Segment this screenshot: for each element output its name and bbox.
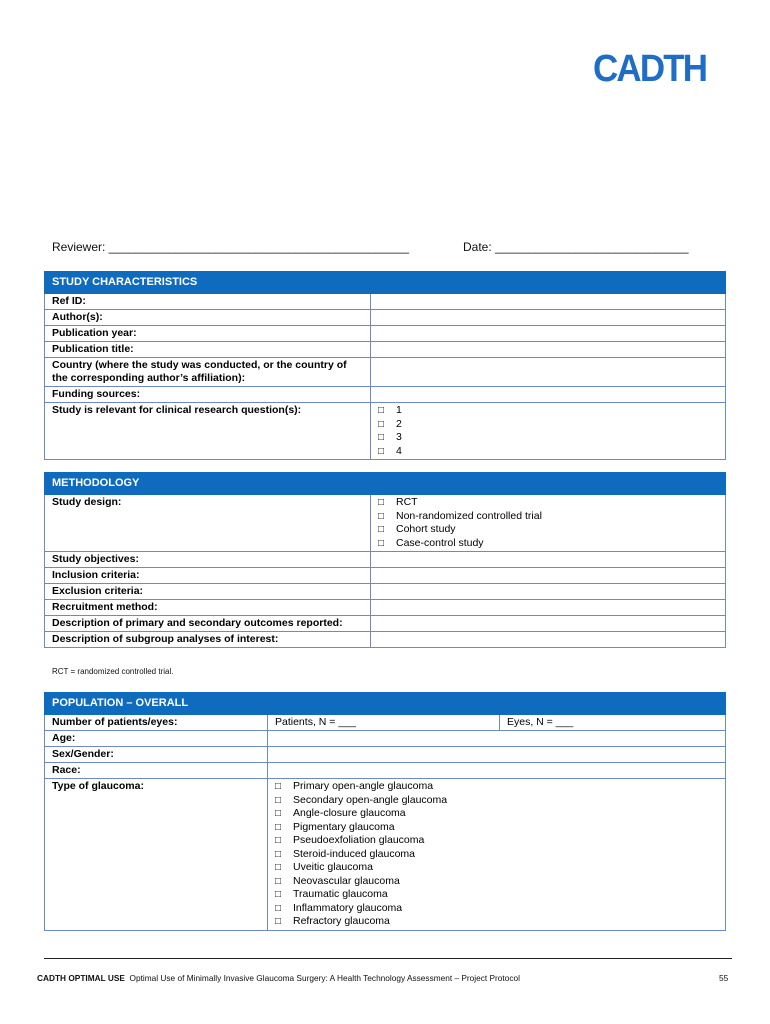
patients-count-field[interactable]: Patients, N = ___ <box>268 715 500 731</box>
design-checkbox[interactable]: □ Case-control study <box>378 537 718 551</box>
footer-brand: CADTH OPTIMAL USE <box>37 973 125 983</box>
glaucoma-checkbox[interactable]: □ Pseudoexfoliation glaucoma <box>275 834 718 848</box>
country-label: Country (where the study was conducted, or the country of the corresponding author’s affiliation): <box>45 358 371 387</box>
age-label: Age: <box>45 731 268 747</box>
glaucoma-checkbox[interactable]: □ Primary open-angle glaucoma <box>275 780 718 794</box>
glaucoma-checkbox[interactable]: □ Traumatic glaucoma <box>275 888 718 902</box>
study-characteristics-table <box>44 271 726 460</box>
section-header: STUDY CHARACTERISTICS <box>45 272 726 294</box>
number-of-patients-label: Number of patients/eyes: <box>45 715 268 731</box>
publication-title-label: Publication title: <box>45 342 371 358</box>
subgroup-analyses-label: Description of subgroup analyses of interest: <box>45 632 371 648</box>
methodology-table <box>44 472 726 648</box>
funding-sources-cell[interactable] <box>371 387 726 403</box>
date-field[interactable]: Date: _____________________________ <box>463 240 689 254</box>
reviewer-field[interactable]: Reviewer: _____________________________________________ <box>52 240 410 254</box>
recruitment-method-label: Recruitment method: <box>45 600 371 616</box>
study-design-options <box>371 495 726 552</box>
page-number: 55 <box>719 973 729 983</box>
outcomes-cell[interactable] <box>371 616 726 632</box>
inclusion-criteria-label: Inclusion criteria: <box>45 568 371 584</box>
ref-id-label: Ref ID: <box>45 294 371 310</box>
cadth-logo: CADTH <box>593 48 707 90</box>
glaucoma-checkbox[interactable]: □ Steroid-induced glaucoma <box>275 848 718 862</box>
footer-divider <box>44 958 732 959</box>
glaucoma-checkbox[interactable]: □ Uveitic glaucoma <box>275 861 718 875</box>
glaucoma-type-options <box>268 779 726 931</box>
sex-gender-cell[interactable] <box>268 747 726 763</box>
authors-label: Author(s): <box>45 310 371 326</box>
footer-text <box>37 973 520 983</box>
age-cell[interactable] <box>268 731 726 747</box>
race-cell[interactable] <box>268 763 726 779</box>
glaucoma-checkbox[interactable]: □ Neovascular glaucoma <box>275 875 718 889</box>
ref-id-cell[interactable] <box>371 294 726 310</box>
glaucoma-checkbox[interactable]: □ Refractory glaucoma <box>275 915 718 929</box>
section-header: POPULATION – OVERALL <box>45 693 726 715</box>
sex-gender-label: Sex/Gender: <box>45 747 268 763</box>
question-checkbox[interactable]: □ 4 <box>378 445 718 459</box>
glaucoma-checkbox[interactable]: □ Angle-closure glaucoma <box>275 807 718 821</box>
exclusion-criteria-label: Exclusion criteria: <box>45 584 371 600</box>
recruitment-method-cell[interactable] <box>371 600 726 616</box>
country-cell[interactable] <box>371 358 726 387</box>
glaucoma-checkbox[interactable]: □ Secondary open-angle glaucoma <box>275 794 718 808</box>
publication-title-cell[interactable] <box>371 342 726 358</box>
study-objectives-label: Study objectives: <box>45 552 371 568</box>
population-table <box>44 692 726 931</box>
question-checkbox[interactable]: □ 3 <box>378 431 718 445</box>
glaucoma-checkbox[interactable]: □ Pigmentary glaucoma <box>275 821 718 835</box>
design-checkbox[interactable]: □ Non-randomized controlled trial <box>378 510 718 524</box>
research-question-options <box>371 403 726 460</box>
outcomes-label: Description of primary and secondary outcomes reported: <box>45 616 371 632</box>
exclusion-criteria-cell[interactable] <box>371 584 726 600</box>
question-checkbox[interactable]: □ 1 <box>378 404 718 418</box>
authors-cell[interactable] <box>371 310 726 326</box>
rct-footnote: RCT = randomized controlled trial. <box>52 667 174 676</box>
subgroup-analyses-cell[interactable] <box>371 632 726 648</box>
glaucoma-type-label: Type of glaucoma: <box>45 779 268 931</box>
research-question-label: Study is relevant for clinical research question(s): <box>45 403 371 460</box>
footer-title: Optimal Use of Minimally Invasive Glaucoma Surgery: A Health Technology Assessment – Project Protocol <box>129 973 520 983</box>
question-checkbox[interactable]: □ 2 <box>378 418 718 432</box>
study-objectives-cell[interactable] <box>371 552 726 568</box>
design-checkbox[interactable]: □ Cohort study <box>378 523 718 537</box>
study-design-label: Study design: <box>45 495 371 552</box>
funding-sources-label: Funding sources: <box>45 387 371 403</box>
publication-year-label: Publication year: <box>45 326 371 342</box>
section-header: METHODOLOGY <box>45 473 726 495</box>
eyes-count-field[interactable]: Eyes, N = ___ <box>500 715 726 731</box>
glaucoma-checkbox[interactable]: □ Inflammatory glaucoma <box>275 902 718 916</box>
inclusion-criteria-cell[interactable] <box>371 568 726 584</box>
publication-year-cell[interactable] <box>371 326 726 342</box>
race-label: Race: <box>45 763 268 779</box>
design-checkbox[interactable]: □ RCT <box>378 496 718 510</box>
